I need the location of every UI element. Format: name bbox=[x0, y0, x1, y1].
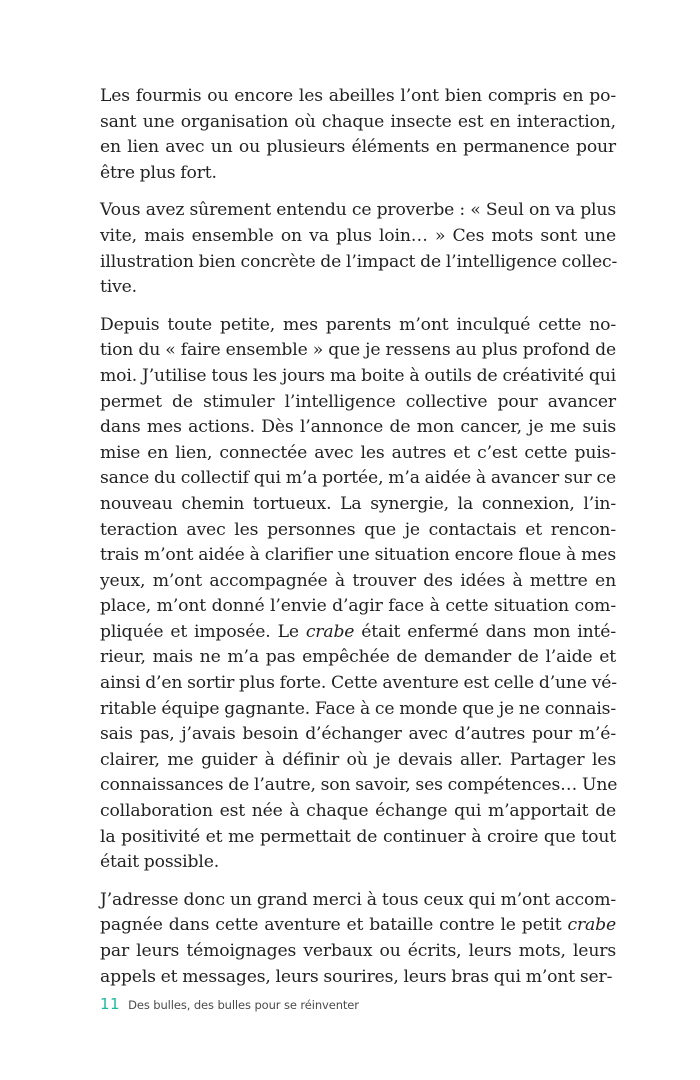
text-line: dans mes actions. Dès l’annonce de mon cancer, je me suis bbox=[100, 417, 616, 438]
text-line: la positivité et me permettait de continuer à croire que tout bbox=[100, 826, 616, 847]
text-line: Depuis toute petite, mes parents m’ont inculqué cette no- bbox=[100, 314, 616, 335]
text-line: Vous avez sûrement entendu ce proverbe : « Seul on va plus bbox=[100, 200, 616, 221]
text-line: appels et messages, leurs sourires, leurs bras qui m’ont ser- bbox=[100, 966, 613, 987]
italic-term: crabe bbox=[305, 621, 355, 642]
body-text bbox=[100, 84, 616, 1002]
text-line: J’adresse donc un grand merci à tous ceux qui m’ont accom- bbox=[100, 889, 616, 910]
running-title: Des bulles, des bulles pour se réinventer bbox=[128, 998, 359, 1012]
text-line: collaboration est née à chaque échange qui m’apportait de bbox=[100, 801, 616, 822]
text-line: sant une organisation où chaque insecte est en interaction, bbox=[100, 111, 616, 132]
paragraph bbox=[100, 198, 616, 300]
text-line: tive. bbox=[100, 277, 137, 298]
text-line: tion du « faire ensemble » que je ressens au plus profond de bbox=[100, 340, 616, 361]
text-line: sance du collectif qui m’a portée, m’a aidée à avancer sur ce bbox=[100, 468, 616, 489]
text-line: place, m’ont donné l’envie d’agir face à cette situation com- bbox=[100, 596, 616, 617]
text-line: vite, mais ensemble on va plus loin… » Ces mots sont une bbox=[100, 225, 616, 246]
text-line: sais pas, j’avais besoin d’échanger avec d’autres pour m’é- bbox=[100, 724, 616, 745]
text-line: ritable équipe gagnante. Face à ce monde que je ne connais- bbox=[100, 698, 616, 719]
text-line: teraction avec les personnes que je contactais et rencon- bbox=[100, 519, 616, 540]
text-line: mise en lien, connectée avec les autres et c’est cette puis- bbox=[100, 442, 616, 463]
text-line bbox=[100, 620, 616, 646]
text-line: rieur, mais ne m’a pas empêchée de demander de l’aide et bbox=[100, 647, 616, 668]
text-line: permet de stimuler l’intelligence collective pour avancer bbox=[100, 391, 616, 412]
page-footer bbox=[100, 995, 359, 1015]
text-line: être plus fort. bbox=[100, 162, 217, 183]
text-line bbox=[100, 913, 616, 939]
text-segment: était enfermé dans mon inté- bbox=[354, 621, 616, 642]
text-line: était possible. bbox=[100, 852, 220, 873]
text-line: connaissances de l’autre, son savoir, ses compétences… Une bbox=[100, 775, 618, 796]
text-line: en lien avec un ou plusieurs éléments en permanence pour bbox=[100, 137, 616, 158]
paragraph bbox=[100, 888, 616, 990]
text-segment: pliquée et imposée. Le bbox=[100, 621, 306, 642]
text-line: trais m’ont aidée à clarifier une situation encore floue à mes bbox=[100, 545, 616, 566]
text-line: moi. J’utilise tous les jours ma boite à outils de créativité qui bbox=[100, 365, 616, 386]
text-line: Les fourmis ou encore les abeilles l’ont bien compris en po- bbox=[100, 86, 616, 106]
page-number: 11 bbox=[100, 995, 121, 1013]
text-line: illustration bien concrète de l’impact de l’intelligence collec- bbox=[100, 251, 618, 272]
paragraph bbox=[100, 84, 616, 186]
text-line: clairer, me guider à définir où je devais aller. Partager les bbox=[100, 749, 616, 770]
text-line: nouveau chemin tortueux. La synergie, la connexion, l’in- bbox=[100, 493, 616, 514]
text-line: yeux, m’ont accompagnée à trouver des idées à mettre en bbox=[100, 570, 616, 591]
text-segment: pagnée dans cette aventure et bataille contre le petit bbox=[100, 915, 568, 936]
italic-term: crabe bbox=[567, 915, 616, 936]
text-line: ainsi d’en sortir plus forte. Cette aventure est celle d’une vé- bbox=[100, 673, 617, 694]
text-line: par leurs témoignages verbaux ou écrits, leurs mots, leurs bbox=[100, 941, 616, 961]
paragraph bbox=[100, 313, 616, 876]
